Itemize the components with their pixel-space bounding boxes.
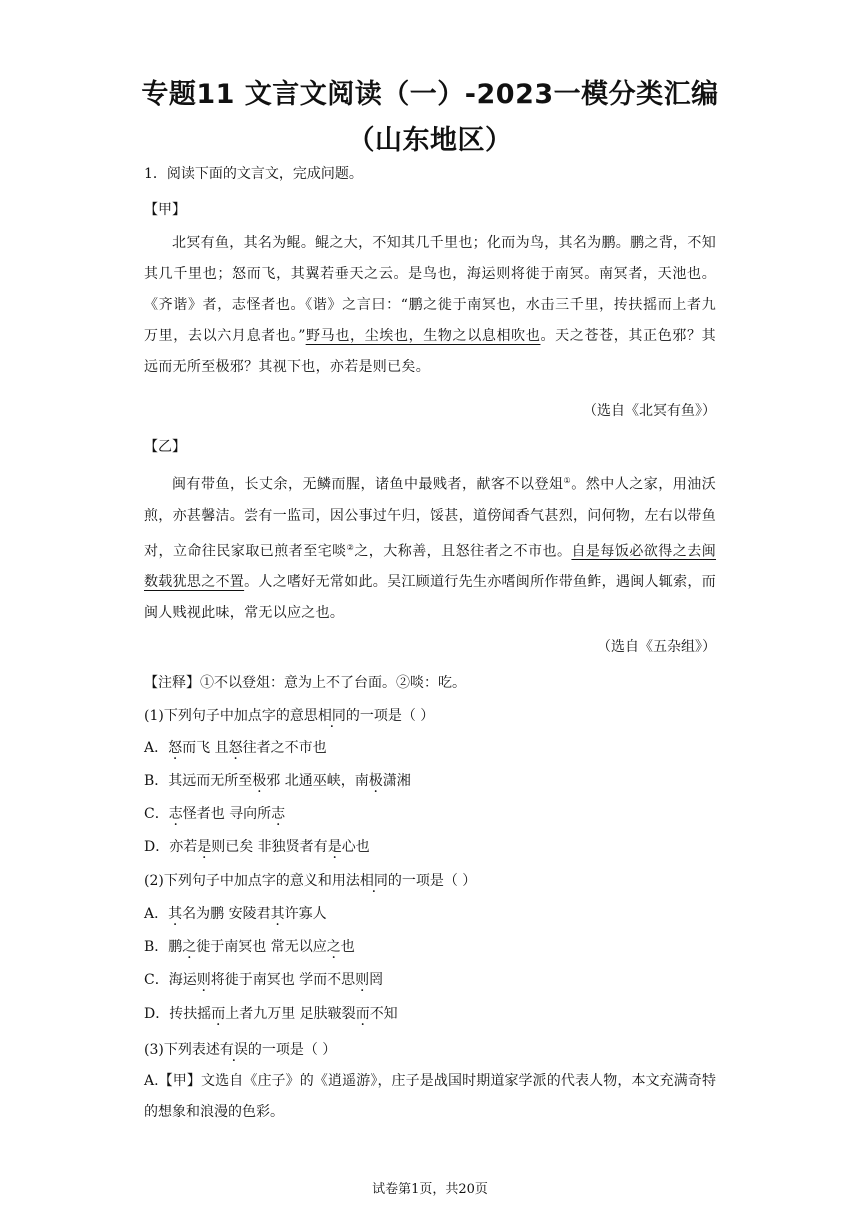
- footnote-marker-1: ①: [563, 476, 572, 485]
- source-yi: （选自《五杂组》）: [597, 639, 716, 655]
- passage-yi: [144, 465, 716, 629]
- q1-option-c[interactable]: [144, 803, 285, 823]
- passage-jia-underlined: 野马也，尘埃也，生物之以息相吹也: [305, 328, 541, 344]
- q2-d-dotted-2: 而: [355, 1006, 370, 1022]
- q1-d-dotted-1: 是: [197, 839, 212, 855]
- q3-stem-tail: 的一项是（ ）: [247, 1042, 337, 1058]
- q2-c-mid: 将徙于南冥也 学而不思: [210, 972, 356, 988]
- q2-a-pre: A．: [144, 906, 169, 922]
- passage-jia-tail: 。天之苍苍，其正色邪？其远而无所至极邪？其视下也，亦若是则已矣。: [144, 328, 716, 375]
- q2-option-a[interactable]: [144, 903, 327, 923]
- q3-stem-text: (3)下列表述: [144, 1042, 220, 1058]
- q2-b-mid: 徙于南冥也 常无以应: [196, 939, 327, 955]
- q1-a-dotted-2: 怒: [228, 740, 243, 756]
- q2-b-dotted-1: 之: [182, 939, 197, 955]
- section-label-yi: 【乙】: [144, 439, 186, 455]
- q1-a-tail: 往者之不市也: [242, 740, 327, 756]
- q2-stem: [144, 870, 476, 890]
- q1-b-mid: 邪 北通巫峡，南: [266, 773, 369, 789]
- q1-d-pre: D．亦若: [144, 839, 198, 855]
- q2-b-tail: 也: [340, 939, 355, 955]
- passage-yi-text-2: 。然中人之家，用油沃煎，亦甚馨洁。尝有一监司，因公事过午归，馁甚，道傍闻香气甚烈，问何物，左右以带鱼对，立命往民家取已煎者至宅啖: [144, 476, 717, 560]
- q2-stem-text: (2)下列句子中加点字的意义和用法: [144, 873, 360, 889]
- q2-d-mid: 上者九万里 足肤皲裂: [225, 1006, 356, 1022]
- q1-b-pre: B．其远而无所至: [144, 773, 253, 789]
- q2-option-b[interactable]: [144, 936, 355, 956]
- q2-stem-emphasis: 相同: [359, 873, 388, 889]
- passage-jia-text: 北冥有鱼，其名为鲲。鲲之大，不知其几千里也；化而为鸟，其名为鹏。鹏之背，不知其几千里也；怒而飞，其翼若垂天之云。是鸟也，海运则将徙于南冥。南冥者，天池也。《齐谐》者，志怪者也。《谐》之言曰：“鹏之徙于南冥也，水击三千里，抟扶摇而上者九万里，去以六月息者也。”: [144, 235, 716, 344]
- page-title: 专题11 文言文阅读（一）-2023一模分类汇编（山东地区）: [141, 79, 719, 156]
- q2-a-mid: 名为鹏 安陵君: [182, 906, 271, 922]
- q1-c-pre: C．: [144, 806, 169, 822]
- q3-stem: [144, 1039, 336, 1059]
- q3-option-a[interactable]: A.【甲】文选自《庄子》的《逍遥游》，庄子是战国时期道家学派的代表人物，本文充满奇特的想象和浪漫的色彩。: [144, 1073, 716, 1120]
- q1-d-tail: 心也: [341, 839, 370, 855]
- q2-option-d[interactable]: [144, 1003, 398, 1023]
- question-intro: 1．阅读下面的文言文，完成问题。: [144, 166, 363, 182]
- q1-b-dotted-2: 极: [368, 773, 383, 789]
- passage-yi-text-1: 闽有带鱼，长丈余，无鳞而腥，诸鱼中最贱者，献客不以登俎: [172, 476, 564, 493]
- q2-d-pre: D．抟扶摇: [144, 1006, 212, 1022]
- q2-c-pre: C．海运: [144, 972, 197, 988]
- q1-a-dotted-1: 怒: [168, 740, 183, 756]
- annotation-notes: 【注释】①不以登俎：意为上不了台面。②啖：吃。: [144, 675, 466, 691]
- section-label-jia: 【甲】: [144, 202, 186, 218]
- q1-d-dotted-2: 是: [327, 839, 342, 855]
- q1-b-tail: 潇湘: [382, 773, 411, 789]
- q1-c-dotted-1: 志: [168, 806, 183, 822]
- q1-option-b[interactable]: [144, 770, 411, 790]
- q2-option-c[interactable]: [144, 969, 383, 989]
- passage-jia: [144, 228, 716, 383]
- q2-d-tail: 不知: [369, 1006, 398, 1022]
- q1-a-pre: A．: [144, 740, 169, 756]
- q1-option-d[interactable]: [144, 836, 370, 856]
- q2-stem-tail: 的一项是（ ）: [387, 873, 477, 889]
- q2-d-dotted-1: 而: [211, 1006, 226, 1022]
- q1-stem-tail: 的一项是（ ）: [345, 708, 435, 724]
- q1-a-mid: 而飞 且: [182, 740, 229, 756]
- q1-c-mid: 怪者也 寻向所: [182, 806, 272, 822]
- q2-c-dotted-1: 则: [196, 972, 211, 988]
- q1-b-dotted-1: 极: [252, 773, 267, 789]
- footnote-marker-2: ②: [346, 542, 355, 552]
- q1-stem-text: (1)下列句子中加点字的意思: [144, 708, 318, 724]
- q2-a-dotted-2: 其: [270, 906, 285, 922]
- q2-c-dotted-2: 则: [355, 972, 370, 988]
- q2-a-tail: 许寡人: [284, 906, 327, 922]
- passage-yi-tail: 。人之嗜好无常如此。吴江顾道行先生亦嗜闽所作带鱼鲊，遇闽人辄索，而闽人贱视此味，常无以应之也。: [144, 574, 717, 622]
- page-footer: 试卷第1页，共20页: [372, 1182, 488, 1197]
- passage-yi-text-3: 之，大称善，且怒往者之不市也。: [354, 543, 572, 560]
- source-jia: （选自《北冥有鱼》）: [583, 403, 716, 419]
- q2-c-tail: 罔: [369, 972, 384, 988]
- q1-d-mid: 则已矣 非独贤者有: [211, 839, 328, 855]
- q3-stem-emphasis: 有误: [219, 1042, 248, 1058]
- q2-b-dotted-2: 之: [326, 939, 341, 955]
- q1-c-dotted-2: 志: [271, 806, 286, 822]
- q2-a-dotted-1: 其: [168, 906, 183, 922]
- q1-option-a[interactable]: [144, 737, 327, 757]
- passage-yi-underlined: 自是每饭必欲得之去闽数载犹思之不置: [144, 543, 717, 591]
- q2-b-pre: B．鹏: [144, 939, 183, 955]
- q1-stem: [144, 705, 434, 725]
- q1-stem-emphasis: 相同: [317, 708, 346, 724]
